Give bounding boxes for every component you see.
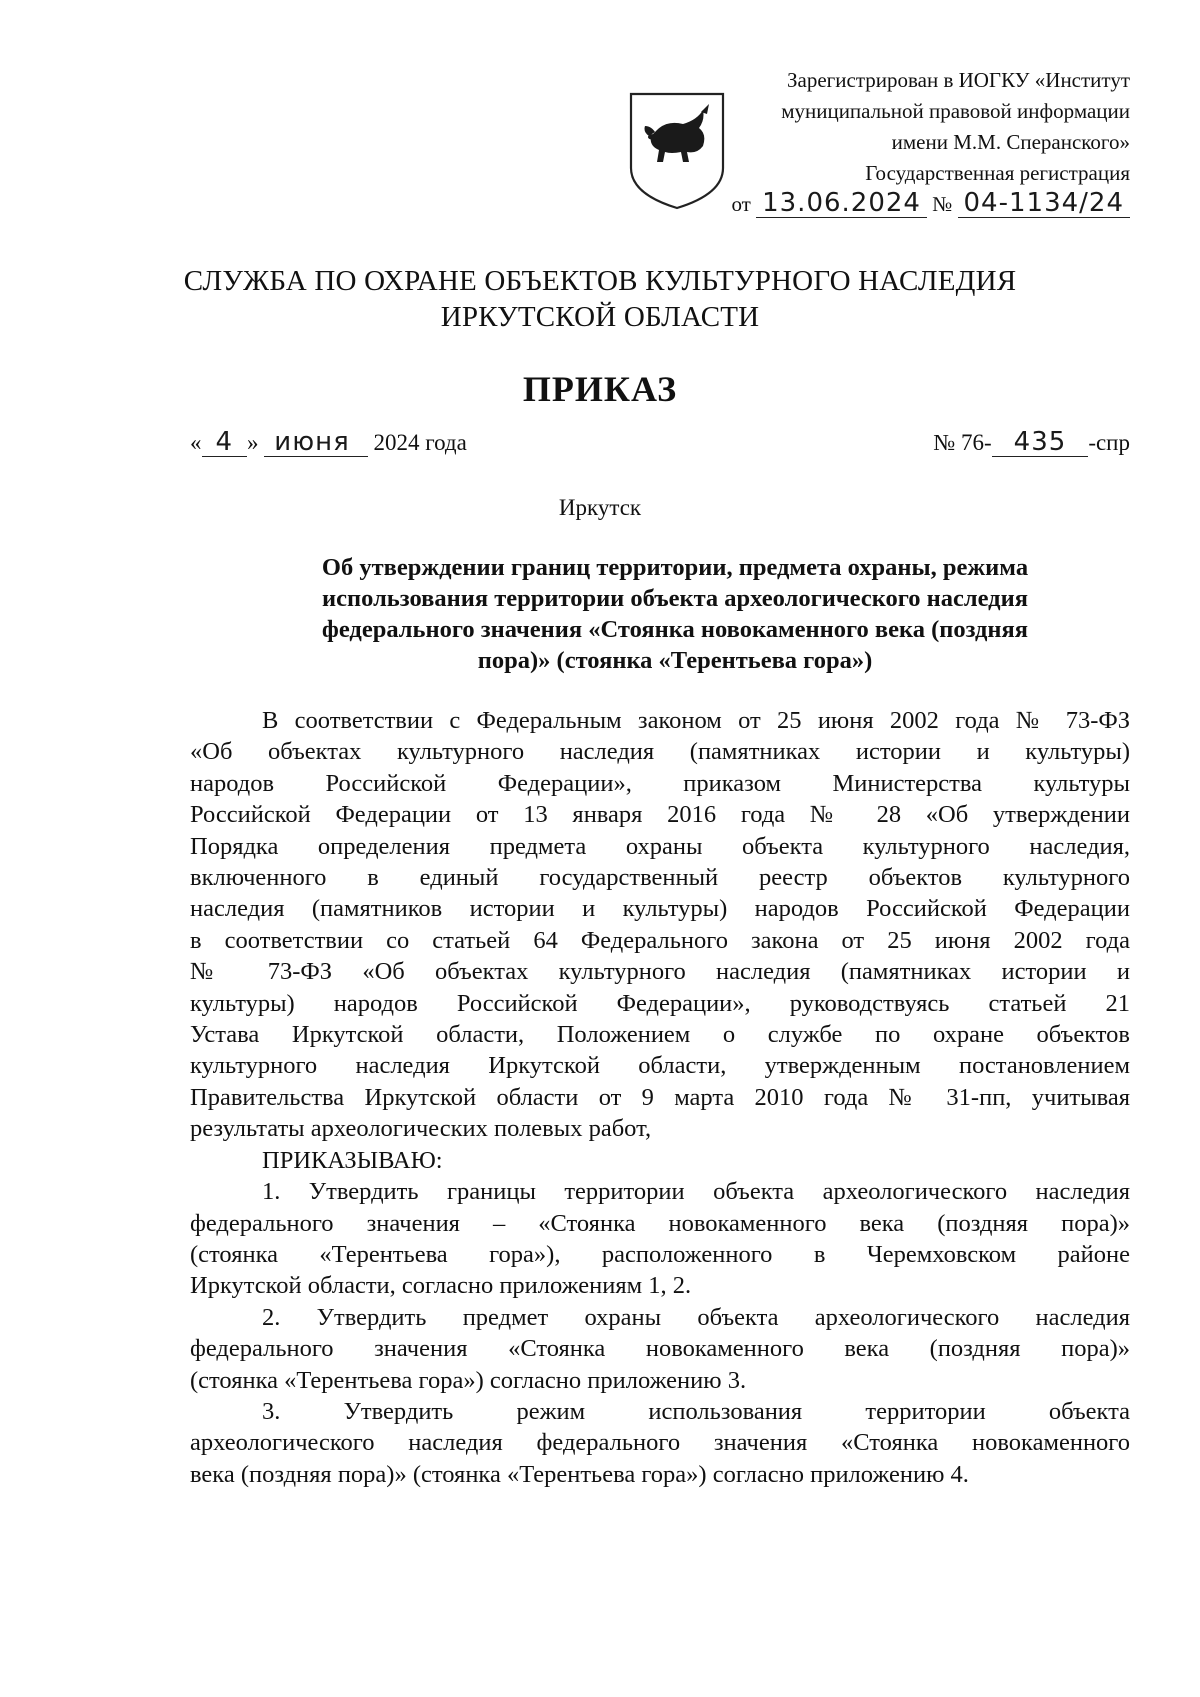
- city-name: Иркутск: [558, 495, 642, 520]
- subject-line: использования территории объекта археологического наследия: [322, 585, 1028, 612]
- subject-line: федерального значения «Стоянка новокаменного века (поздняя: [321, 616, 1029, 643]
- body-line: «Об объектах культурного наследия (памятниках истории и культуры): [190, 738, 1130, 766]
- body-line: народов Российской Федерации», приказом Министерства культуры: [190, 769, 1130, 797]
- registration-date-prefix: от: [731, 192, 751, 216]
- body-line: Правительства Иркутской области от 9 марта 2010 года № 31-пп, учитывая: [190, 1083, 1130, 1111]
- registration-stamp: [710, 65, 1130, 220]
- agency-line: СЛУЖБА ПО ОХРАНЕ ОБЪЕКТОВ КУЛЬТУРНОГО НАСЛЕДИЯ: [183, 265, 1017, 297]
- body-line: Российской Федерации от 13 января 2016 года № 28 «Об утверждении: [190, 801, 1130, 829]
- item-1-line: Иркутской области, согласно приложениям 1, 2.: [190, 1272, 692, 1300]
- registration-number-value: 04-1134/24: [958, 189, 1130, 218]
- item-3-line: археологического наследия федерального значения «Стоянка новокаменного: [190, 1429, 1130, 1457]
- item-3-line: века (поздняя пора)» (стоянка «Терентьева гора») согласно приложению 4.: [190, 1460, 969, 1488]
- registration-line: имени М.М. Сперанского»: [891, 130, 1130, 154]
- date-year: 2024 года: [373, 430, 467, 455]
- body-line: Устава Иркутской области, Положением о службе по охране объектов: [190, 1021, 1130, 1049]
- item-1-line: (стоянка «Терентьева гора»), расположенного в Черемховском районе: [190, 1240, 1130, 1268]
- registration-date-value: 13.06.2024: [756, 189, 927, 218]
- registration-date-number: [710, 189, 1130, 220]
- item-2-line: федерального значения «Стоянка новокаменного века (поздняя пора)»: [190, 1335, 1130, 1363]
- item-2-line: (стоянка «Терентьева гора») согласно приложению 3.: [190, 1366, 747, 1394]
- date-month: июня: [264, 428, 367, 457]
- subject-line: пора)» (стоянка «Терентьева гора»): [477, 647, 873, 674]
- registration-line: муниципальной правовой информации: [781, 99, 1130, 123]
- registration-number-prefix: №: [932, 192, 953, 216]
- order-date: [190, 428, 467, 457]
- date-day: 4: [202, 428, 248, 457]
- registration-line: Государственная регистрация: [865, 161, 1130, 185]
- body-line: В соответствии с Федеральным законом от 25 июня 2002 года № 73-ФЗ: [262, 707, 1130, 734]
- order-subject: [250, 552, 1100, 676]
- agency-line: ИРКУТСКОЙ ОБЛАСТИ: [440, 301, 760, 333]
- order-word: ПРИКАЗЫВАЮ:: [262, 1146, 443, 1174]
- order-number-suffix: -спр: [1088, 430, 1130, 455]
- body-line: наследия (памятников истории и культуры) народов Российской Федерации: [190, 895, 1130, 923]
- body-line: № 73-ФЗ «Об объектах культурного наследия (памятниках истории и: [190, 958, 1130, 986]
- body-line: в соответствии со статьей 64 Федерального закона от 25 июня 2002 года: [190, 926, 1130, 954]
- item-2-line: 2. Утвердить предмет охраны объекта археологического наследия: [262, 1303, 1130, 1331]
- item-1-line: федерального значения – «Стоянка новокаменного века (поздняя пора)»: [190, 1209, 1130, 1237]
- body-line: культуры) народов Российской Федерации», руководствуясь статьей 21: [190, 989, 1130, 1017]
- order-number-value: 435: [992, 428, 1089, 457]
- item-1-line: 1. Утвердить границы территории объекта археологического наследия: [262, 1178, 1130, 1206]
- date-close-quote: »: [247, 430, 259, 455]
- registration-line: Зарегистрирован в ИОГКУ «Институт: [786, 68, 1130, 92]
- date-open-quote: «: [190, 430, 202, 455]
- body-line: Порядка определения предмета охраны объекта культурного наследия,: [190, 832, 1130, 860]
- subject-line: Об утверждении границ территории, предмета охраны, режима: [321, 554, 1029, 581]
- item-3-line: 3. Утвердить режим использования территории объекта: [262, 1397, 1130, 1425]
- order-number: [933, 428, 1130, 457]
- order-number-prefix: № 76-: [933, 430, 992, 455]
- body-line: результаты археологических полевых работ,: [190, 1115, 652, 1143]
- document-type-title: ПРИКАЗ: [522, 369, 678, 409]
- body-line: культурного наследия Иркутской области, утвержденным постановлением: [190, 1052, 1130, 1080]
- agency-heading: [0, 263, 1200, 335]
- order-body: [190, 705, 1130, 1490]
- body-line: включенного в единый государственный реестр объектов культурного: [190, 864, 1130, 892]
